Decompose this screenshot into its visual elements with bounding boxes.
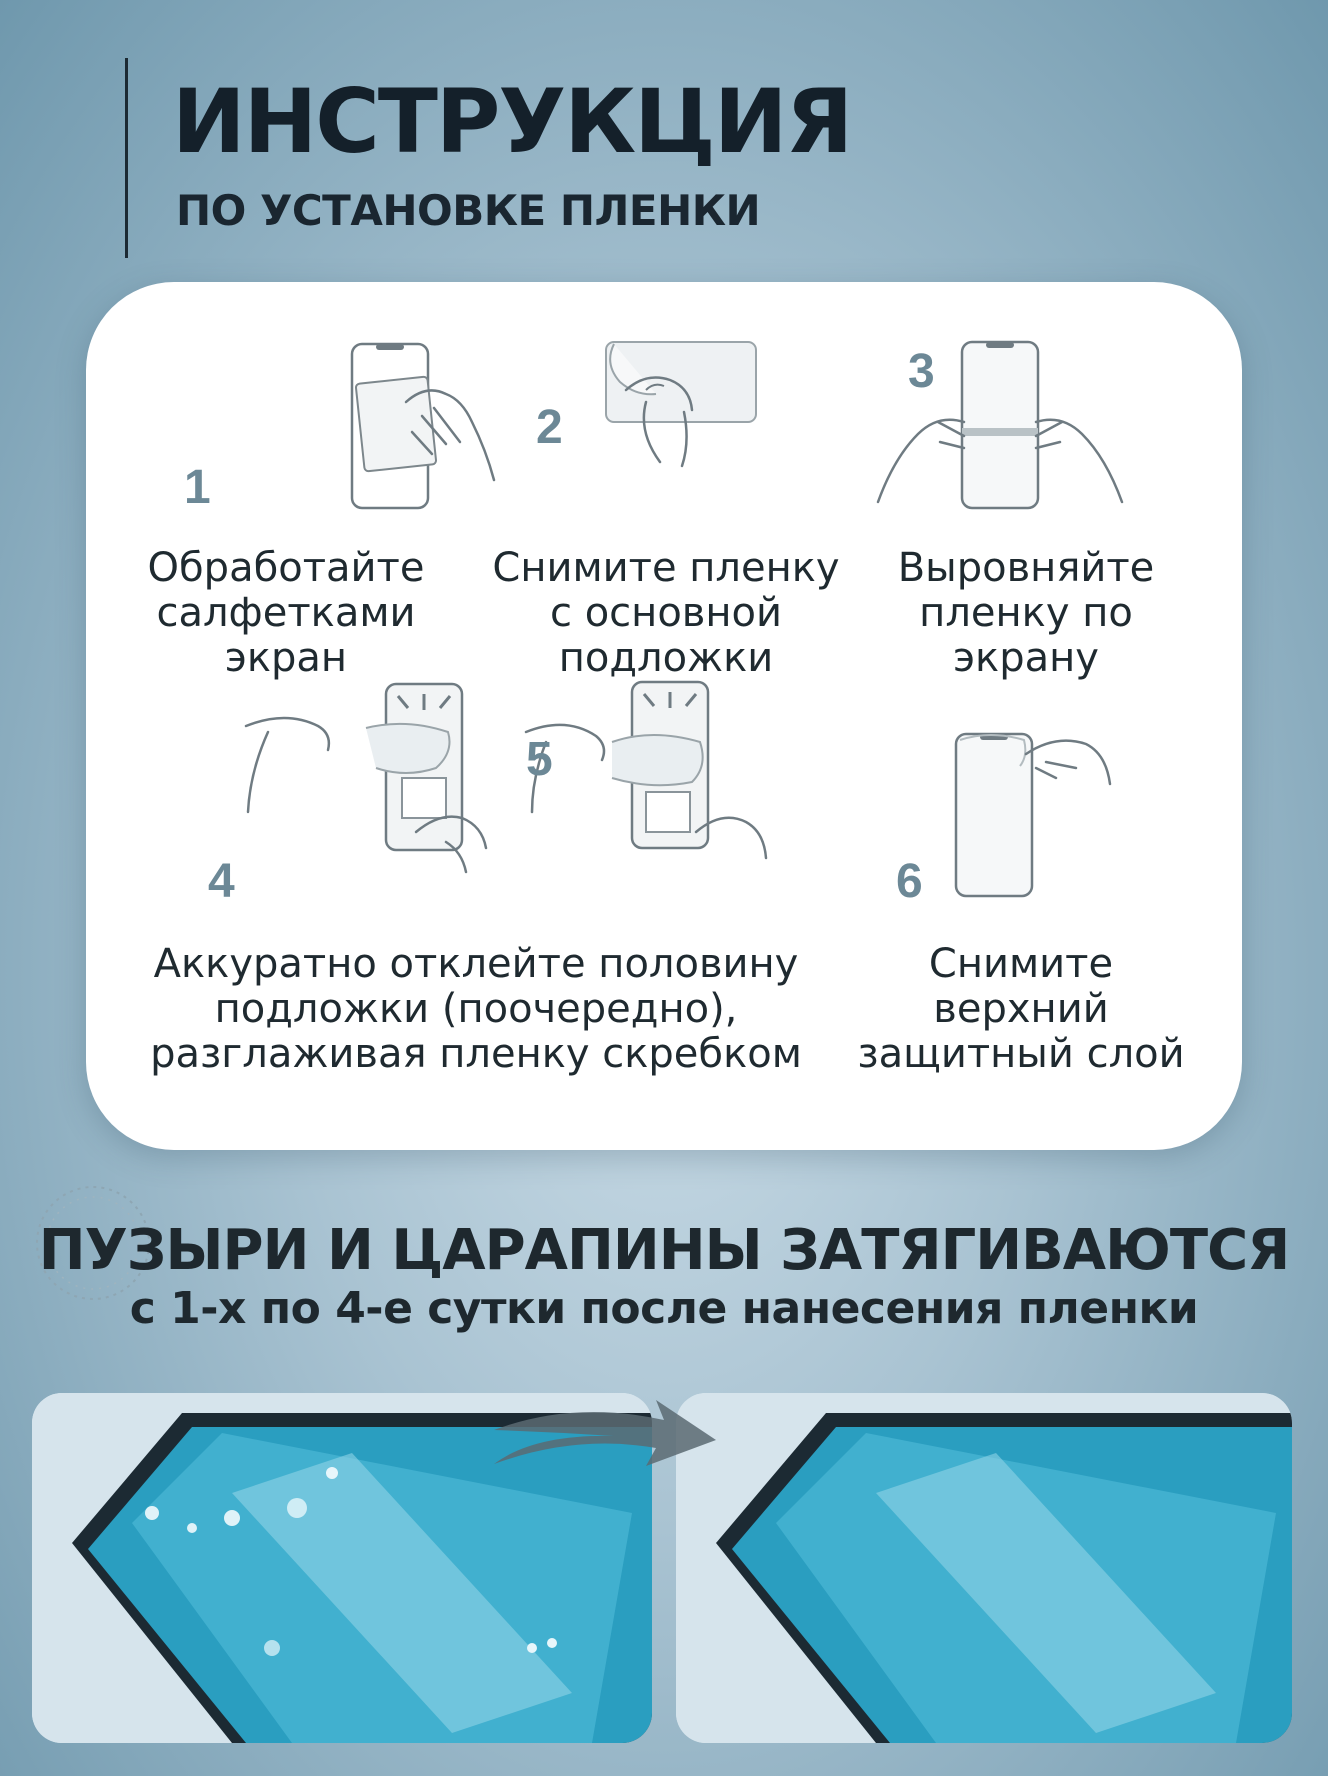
step-6-caption-line: Снимите: [928, 941, 1114, 987]
step-6-caption: [836, 942, 1206, 1077]
step-3-caption: [856, 546, 1196, 681]
step-1-caption-line: Обработайте: [147, 545, 425, 591]
step-2-caption-line: подложки: [558, 635, 774, 681]
step-3-number: 3: [908, 345, 935, 398]
step-5-illustration: [516, 682, 816, 872]
page-subtitle: ПО УСТАНОВКЕ ПЛЕНКИ: [176, 186, 761, 235]
step-2-number: 2: [536, 401, 563, 454]
steps-4-5-caption-line: подложки (поочередно),: [214, 986, 738, 1032]
step-2-caption-line: с основной: [550, 590, 782, 636]
instructions-card: [86, 282, 1242, 1150]
step-1-number: 1: [184, 461, 211, 514]
steps-4-5-caption: [146, 942, 806, 1077]
step-1-caption: [126, 546, 446, 681]
step-1-caption-line: экран: [224, 635, 348, 681]
step-3-caption-line: пленку по: [919, 590, 1133, 636]
step-2-caption-line: Снимите пленку: [492, 545, 840, 591]
smooth-scraper-icon: [516, 682, 816, 872]
half-peel-icon: [226, 682, 526, 872]
healing-title: ПУЗЫРИ И ЦАРАПИНЫ ЗАТЯГИВАЮТСЯ: [38, 1218, 1290, 1283]
step-1-illustration: [176, 342, 476, 522]
phone-smooth-image: [676, 1393, 1292, 1743]
step-2-caption: [476, 546, 856, 681]
step-4-illustration: [226, 682, 526, 872]
page-title: ИНСТРУКЦИЯ: [172, 70, 852, 173]
step-4-number: 4: [208, 855, 235, 908]
arrow-right-icon: [490, 1370, 730, 1500]
steps-4-5-caption-line: Аккуратно отклейте половину: [153, 941, 799, 987]
step-1-caption-line: салфетками: [156, 590, 416, 636]
title-accent-bar: [125, 58, 128, 258]
step-5-number: 5: [526, 733, 553, 786]
healing-subtitle: с 1-х по 4-е сутки после нанесения пленки: [129, 1283, 1199, 1334]
step-6-caption-line: защитный слой: [857, 1031, 1185, 1077]
step-6-caption-line: верхний: [933, 986, 1109, 1032]
step-3-caption-line: экрану: [953, 635, 1099, 681]
step-6-number: 6: [896, 855, 923, 908]
steps-4-5-caption-line: разглаживая пленку скребком: [150, 1031, 802, 1077]
after-photo: [676, 1393, 1292, 1743]
wipe-screen-icon: [176, 342, 476, 522]
step-3-caption-line: Выровняйте: [897, 545, 1155, 591]
